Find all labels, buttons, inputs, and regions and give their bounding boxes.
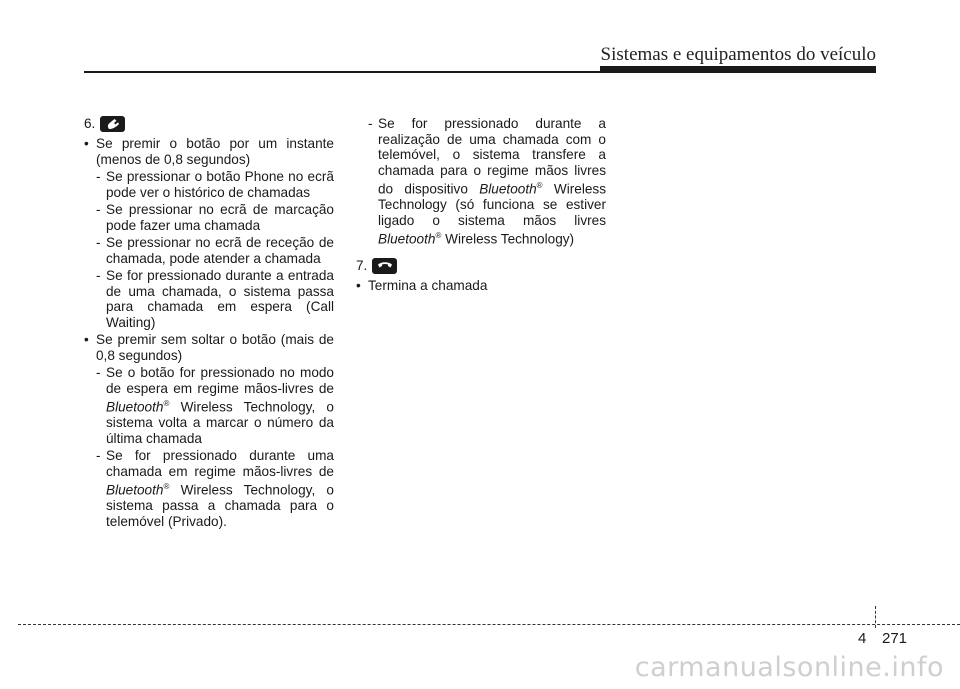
footer-divider: [875, 606, 876, 628]
bullet-text: Se premir sem soltar o botão (mais de 0,8 segundos): [96, 332, 334, 363]
registered-mark: ®: [163, 399, 170, 408]
registered-mark: ®: [435, 231, 442, 241]
step-7: [356, 258, 606, 274]
list-item: - Se for pressionado durante a realização de uma chamada com o telemóvel, o sistema transfere a chamada para o regime mãos livres do dispositivo Bluetooth® Wireless Technology (só funciona se estiver ligado o sistema mãos livres Bluetooth® Wireless Technology): [368, 116, 607, 247]
list-item: - Se for pressionado durante a entrada de uma chamada, o sistema passa para chamada em espera (Call Waiting): [96, 268, 334, 330]
list-item: - Se o botão for pressionado no modo de espera em regime mãos-livres de Bluetooth® Wireless Technology, o sistema volta a marcar o número da última chamada: [96, 365, 334, 446]
bullet-short-press: • Se premir o botão por um instante (menos de 0,8 segundos): [84, 136, 334, 167]
list-item: - Se for pressionado durante uma chamada em regime mãos-livres de Bluetooth® Wireless Technology, o sistema passa a chamada para o telemóvel (Privado).: [96, 448, 334, 529]
section-title: Sistemas e equipamentos do veículo: [600, 44, 876, 65]
bluetooth-brand: Bluetooth: [479, 181, 537, 197]
watermark: carmanualsonline.info: [634, 652, 944, 683]
bluetooth-brand: Bluetooth: [106, 482, 164, 498]
header-rule-bar: [600, 66, 876, 73]
bullet-long-press: • Se premir sem soltar o botão (mais de 0,8 segundos): [84, 332, 334, 363]
phone-handset-icon: [100, 116, 125, 132]
right-column: [356, 116, 606, 296]
registered-mark: ®: [163, 482, 170, 492]
chapter-number: 4: [858, 630, 867, 647]
list-item: - Se pressionar no ecrã de receção de chamada, pode atender a chamada: [96, 235, 334, 266]
bullet-text: Se premir o botão por um instante (menos de 0,8 segundos): [96, 136, 334, 167]
bluetooth-brand: Bluetooth: [106, 399, 164, 415]
end-call-icon: [372, 258, 397, 274]
registered-mark: ®: [536, 181, 543, 190]
header-rule: [84, 71, 604, 73]
bullet-end-call: • Termina a chamada: [356, 278, 606, 294]
footer-rule: [18, 624, 960, 625]
bluetooth-brand: Bluetooth: [378, 231, 436, 247]
step-number: 7.: [356, 258, 368, 274]
step-6: [84, 116, 334, 132]
step-number: 6.: [84, 116, 96, 132]
list-item: - Se pressionar o botão Phone no ecrã pode ver o histórico de chamadas: [96, 169, 334, 200]
bullet-text: Termina a chamada: [368, 278, 488, 294]
page-number: 271: [882, 630, 908, 647]
list-item: - Se pressionar no ecrã de marcação pode fazer uma chamada: [96, 202, 334, 233]
left-column: [84, 116, 334, 531]
